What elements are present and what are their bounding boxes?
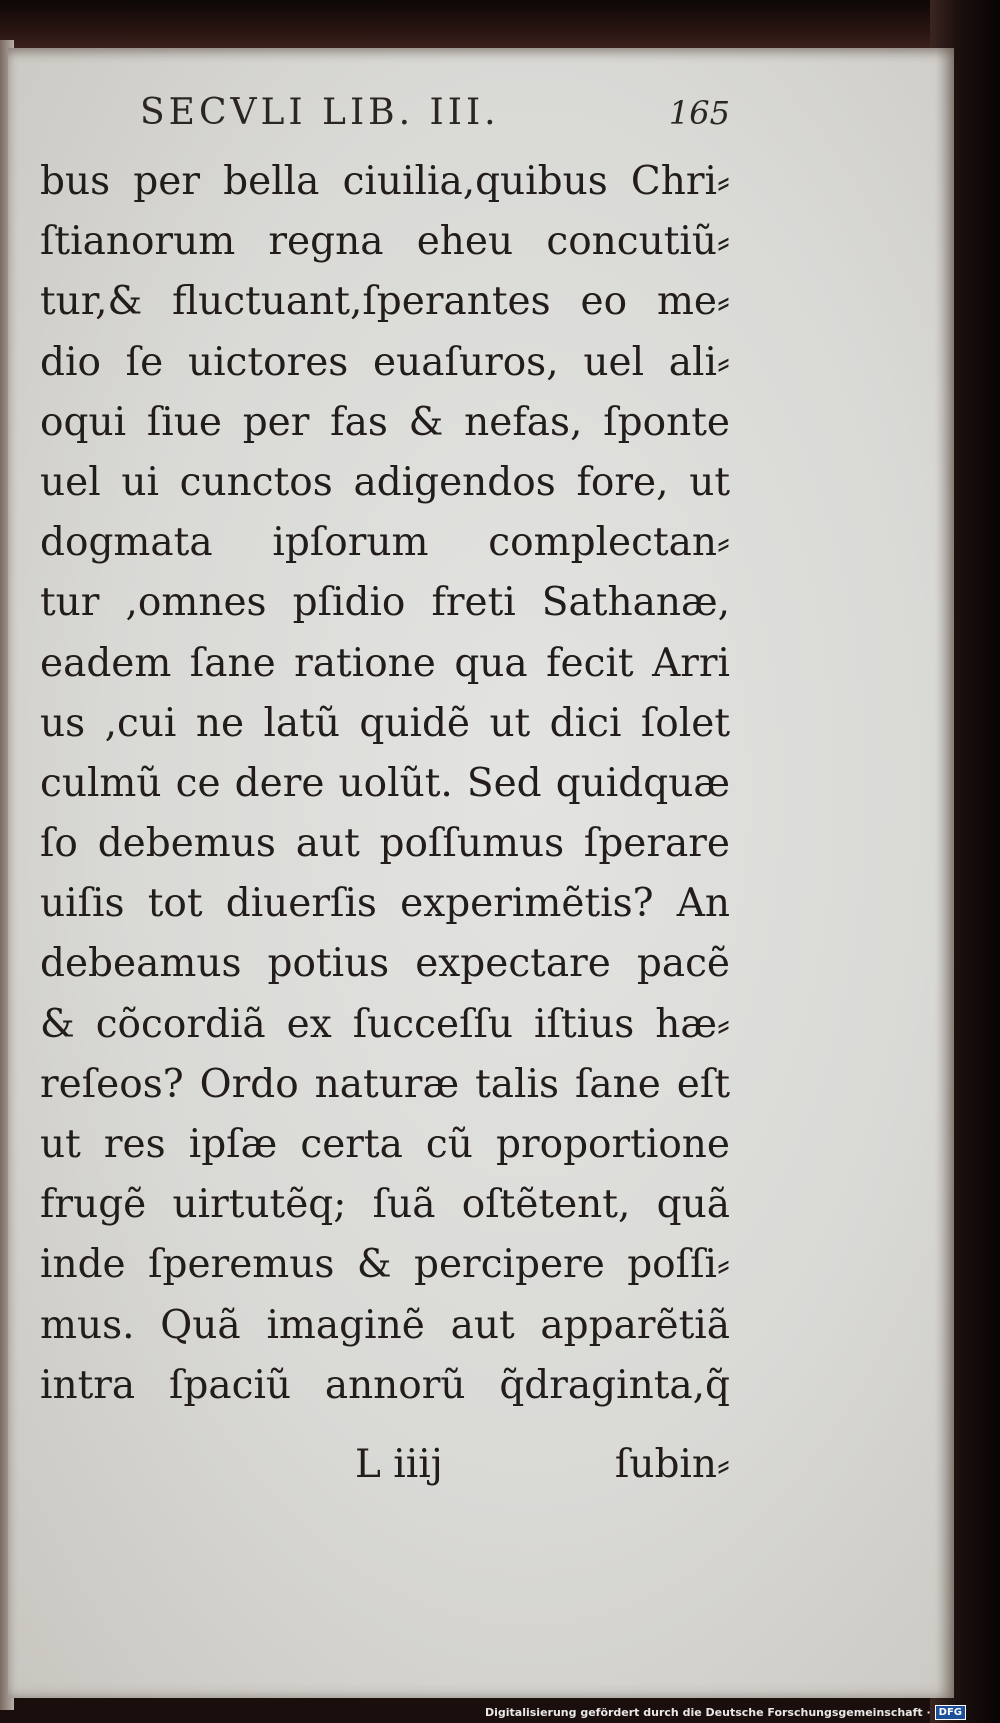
body-text [40, 152, 730, 1416]
text-line: uel ui cunctos adigendos fore, ut [40, 459, 730, 505]
text-line: bus per bella ciuilia,quibus Chri⸗ [40, 159, 730, 204]
credit-text: Digitalisierung gefördert durch die Deutsche Forschungsgemeinschaft · [484, 1705, 931, 1719]
text-line: reſeos? Ordo naturæ talis ſane eſt [40, 1061, 730, 1107]
page-number: 165 [668, 94, 730, 132]
signature-mark: L iiij [355, 1442, 443, 1487]
text-line: frugẽ uirtutẽq; ſuã oſtẽtent, quã [40, 1182, 730, 1228]
text-line: dogmata ipſorum complectan⸗ [40, 520, 730, 566]
text-line: ſo debemus aut poſſumus ſperare [40, 821, 730, 867]
page-footer [355, 1435, 730, 1495]
text-line: tur ,omnes pſidio freti Sathanæ, [40, 580, 730, 626]
text-line: dio ſe uictores euaſuros, uel ali⸗ [40, 339, 730, 385]
text-line: inde ſperemus & percipere poſſi⸗ [40, 1242, 730, 1288]
text-line: uiſis tot diuerſis experimẽtis? An [40, 881, 730, 927]
text-line: us ,cui ne latũ quidẽ ut dici ſolet [40, 700, 730, 746]
text-line: & cõcordiã ex ſucceſſu iſtius hæ⸗ [40, 1001, 730, 1047]
digitization-credit [485, 1704, 966, 1720]
catchword: ſubin⸗ [614, 1442, 730, 1487]
running-head: SECVLI LIB. III. [140, 92, 500, 133]
text-line: ut res ipſæ certa cũ proportione [40, 1122, 730, 1167]
text-line: tur,& fluctuant,ſperantes eo me⸗ [40, 279, 730, 325]
text-line: ſtianorum regna eheu concutiũ⸗ [40, 219, 730, 265]
text-line: culmũ ce dere uolũt. Sed quidquæ [40, 760, 730, 806]
text-line: intra ſpaciũ annorũ q̃draginta,q̃ [40, 1362, 730, 1408]
text-line: eadem ſane ratione qua fecit Arri [40, 640, 730, 686]
text-line: mus. Quã imaginẽ aut apparẽtiã [40, 1302, 730, 1348]
text-line: debeamus potius expectare pacẽ [40, 941, 730, 987]
dfg-logo: DFG [935, 1705, 966, 1720]
text-line: oqui ſiue per fas & nefas, ſponte [40, 399, 730, 445]
page-header [140, 92, 730, 142]
